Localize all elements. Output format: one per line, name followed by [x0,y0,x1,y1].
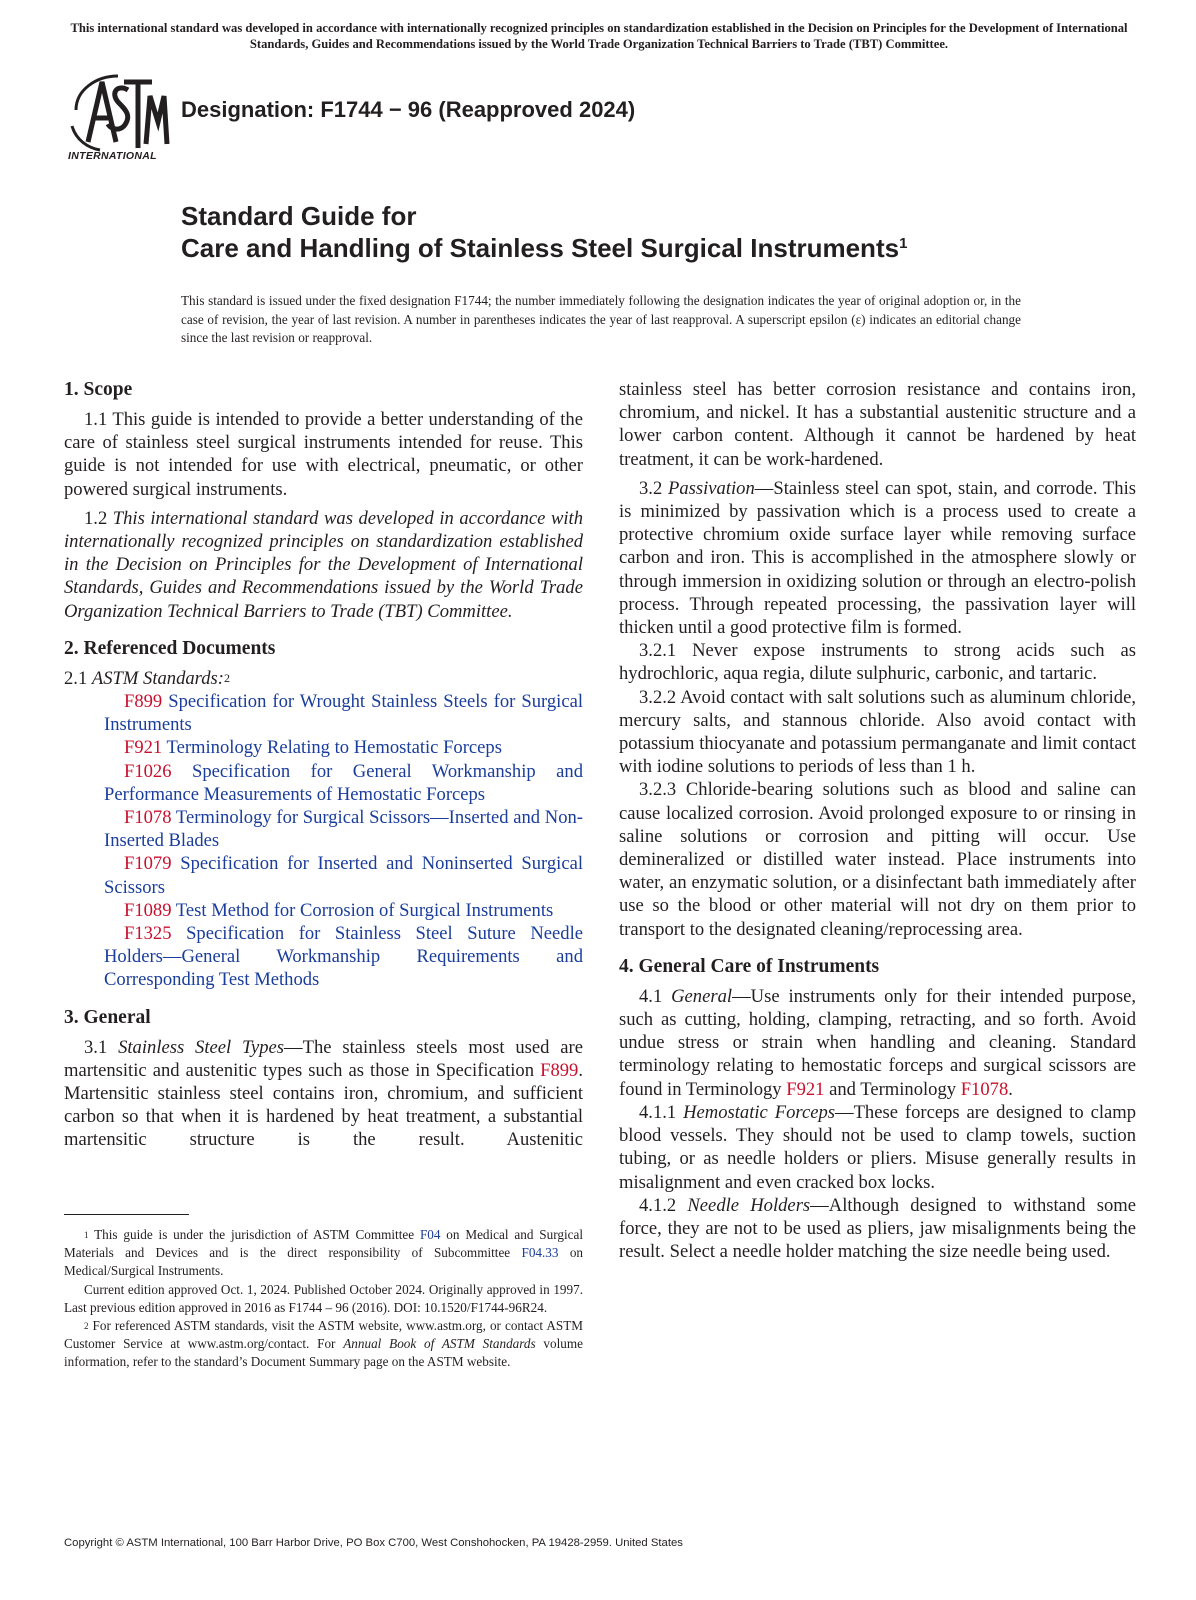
ref-link-f04-33[interactable]: F04.33 [521,1245,559,1261]
reference-code-link[interactable]: F1026 [124,760,172,782]
section-2-heading: 2. Referenced Documents [64,637,276,659]
reference-code-link[interactable]: F1078 [124,807,172,829]
reference-item [64,690,583,736]
para-4-1-1: 4.1.1 Hemostatic Forceps—These forceps are designed to clamp blood vessels. They should not be used to clamp towels, suction tubing, or as needle holders or pliers. Misuse generally results in misalignment and even cracked box locks. [619,1101,1137,1193]
para-2-1: 2.1 ASTM Standards:$^2$ [64,667,230,689]
reference-title-link[interactable]: Specification for General Workmanship and Performance Measurements of Hemostatic Forceps [104,760,583,805]
reference-code-link[interactable]: F921 [124,737,163,759]
reference-code-link[interactable]: F1325 [124,923,172,945]
reference-list [64,690,583,992]
title-footnote-mark: 1 [899,235,908,252]
para-3-2-1: 3.2.1 Never expose instruments to strong acids such as hydrochloric, aqua regia, dilute sulphuric, carbonic, and tartaric. [619,640,1136,685]
title-line-2: Care and Handling of Stainless Steel Surgical Instruments$^1$ [181,233,908,263]
logo-international-text: INTERNATIONAL [68,150,157,162]
footnotes [64,1226,583,1372]
right-column [619,378,1136,1263]
reference-title-link[interactable]: Specification for Stainless Steel Suture Needle Holders—General Workmanship Requirements and Corresponding Test Methods [104,923,583,991]
reference-code-link[interactable]: F899 [124,691,163,713]
para-3-1-continued: stainless steel has better corrosion resistance and contains iron, chromium, and nickel. It has a substantial austenitic structure and a lower carbon content. Although it cannot be hardened by heat treatment, it can be work-hardened. [619,379,1136,470]
reference-title-link[interactable]: Specification for Wrought Stainless Steels for Surgical Instruments [104,691,583,736]
reference-item [64,922,583,992]
para-4-1-2: 4.1.2 Needle Holders—Although designed to withstand some force, they are not to be used as pliers, jaw misalignments being the result. Select a needle holder matching the size needle being used. [619,1194,1136,1263]
reference-code-link[interactable]: F1089 [124,899,172,921]
reference-code-link[interactable]: F1079 [124,853,172,875]
reference-item [64,852,583,898]
reference-item [64,736,583,759]
para-3-2: 3.2 Passivation—Stainless steel can spot, stain, and corrode. This is minimized by passivation which is a process used to create a protective chromium oxide surface layer while removing surface carbon and iron. This is accomplished in the atmosphere slowly or through immersion in oxidizing solution or through an electro-polish process. Through repeated processing, the passivation layer will thicken until a good protective film is formed. [619,477,1137,639]
ref-link-f899[interactable]: F899 [540,1059,579,1081]
reference-item [64,899,583,922]
footnote-divider [64,1214,189,1215]
footnote-1: $^1$ This guide is under the jurisdiction of ASTM Committee F04 on Medical and Surgical Materials and Devices and is the direct responsibility of Subcommittee F04.33 on Medical/Surgical Instruments. [64,1227,584,1279]
designation: Designation: F1744 − 96 (Reapproved 2024) [181,97,636,122]
reference-title-link[interactable]: Terminology for Surgical Scissors—Inserted and Non-Inserted Blades [104,807,583,852]
ref-link-f04[interactable]: F04 [419,1227,441,1242]
section-4-heading: 4. General Care of Instruments [619,955,880,977]
para-3-1: 3.1 Stainless Steel Types—The stainless steels most used are martensitic and austenitic types such as those in Specification F899. Martensitic stainless steel contains iron, chromium, and sufficient carbon so that when it is hardened by heat treatment, a substantial martensitic structure is the result. Austenitic [64,1036,584,1151]
para-3-2-3: 3.2.3 Chloride-bearing solutions such as blood and saline can cause localized corrosion. Avoid prolonged exposure to or rinsing in saline solutions or corrosion and pitting will occur. Use demineralized or distilled water instead. Place instruments into water, an enzymatic solution, or a disinfectant bath immediately after use so the blood or other material will not dry on them prior to transport to the designated cleaning/reprocessing area. [619,779,1136,940]
reference-item [64,806,583,852]
issue-note: This standard is issued under the fixed designation F1744; the number immediately following the designation indicates the year of original adoption or, in the case of revision, the year of last revision. A number in parentheses indicates the year of last reapproval. A superscript epsilon (ε) indicates an editorial change since the last revision or reapproval. [181,293,1021,345]
reference-title-link[interactable]: Specification for Inserted and Noninserted Surgical Scissors [104,853,583,898]
left-column [64,378,583,1152]
reference-item [64,760,583,806]
section-1-heading: 1. Scope [64,379,133,400]
footnote-2: $^2$ For referenced ASTM standards, visit the ASTM website, www.astm.org, or contact ASTM Customer Service at www.astm.org/contact. For Annual Book of ASTM Standards volume information, refer to the standard’s Document Summary page on the ASTM website. [64,1318,583,1370]
document-title [181,200,907,264]
reference-title-link[interactable]: Terminology Relating to Hemostatic Forceps [166,737,502,759]
section-3-heading: 3. General [64,1006,151,1028]
title-line-1: Standard Guide for [181,201,417,231]
top-notice: This international standard was developed in accordance with internationally recognized principles on standardization established in the Decision on Principles for the Development of International Standards, Guides and Recommendations issued by the World Trade Organization Technical Barriers to Trade (TBT) Committee. [70,21,1128,51]
ref-link-f921[interactable]: F921 [786,1078,825,1100]
para-1-1: 1.1 This guide is intended to provide a better understanding of the care of stainless steel surgical instruments intended for reuse. This guide is not intended for use with electrical, pneumatic, or other powered surgical instruments. [64,409,583,500]
reference-title-link[interactable]: Test Method for Corrosion of Surgical Instruments [175,899,554,921]
ref-link-f1078[interactable]: F1078 [960,1078,1009,1100]
para-1-2: 1.2 This international standard was developed in accordance with internationally recognized principles on standardization established in the Decision on Principles for the Development of International Standards, Guides and Recommendations issued by the World Trade Organization Technical Barriers to Trade (TBT) Committee. [64,507,584,622]
copyright: Copyright © ASTM International, 100 Barr Harbor Drive, PO Box C700, West Conshohocken, PA 19428-2959. United States [64,1537,683,1549]
footnote-1-edition: Current edition approved Oct. 1, 2024. Published October 2024. Originally approved in 1997. Last previous edition approved in 2016 as F1744 – 96 (2016). DOI: 10.1520/F1744-96R24. [64,1281,583,1315]
para-3-2-2: 3.2.2 Avoid contact with salt solutions such as aluminum chloride, mercury salts, and stannous chloride. Also avoid contact with potassium thiocyanate and potassium permanganate and limit contact with iodine solutions to periods of less than 1 h. [619,686,1136,778]
para-4-1: 4.1 General—Use instruments only for their intended purpose, such as cutting, holding, clamping, retracting, and so forth. Avoid undue stress or strain when handling and cleaning. Standard terminology relating to hemostatic forceps and surgical scissors are found in Terminology F921 and Terminology F1078. [619,985,1136,1100]
